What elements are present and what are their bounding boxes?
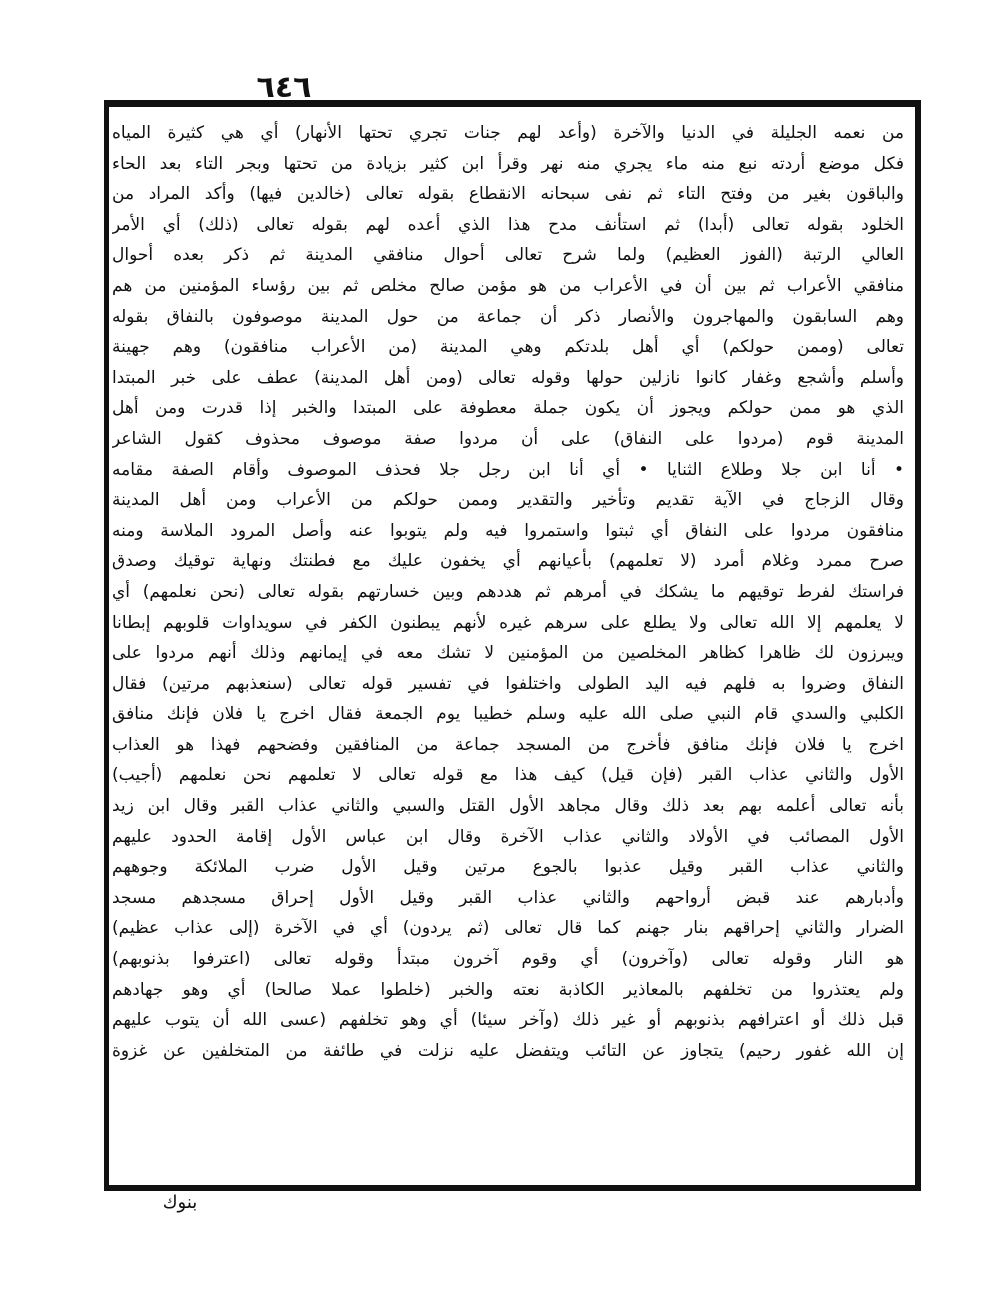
text-line: ويبرزون لك ظاهرا كظاهر المخلصين من المؤمنين لا تشك معه في إيمانهم وذلك أنهم مردوا على xyxy=(112,643,904,664)
text-line: الذي هو ممن حولكم ويجوز أن يكون جملة معطوفة على المبتدا والخبر إذا قدرت ومن أهل xyxy=(112,398,904,419)
text-line: الخلود بقوله تعالى (أبدا) ثم استأنف مدح هذا الذي أعده لهم بقوله تعالى (ذلك) أي الأمر xyxy=(112,214,904,235)
text-line: فراستك لفرط توقيهم ما يشكك في أمرهم ثم هددهم وبين خسارتهم بقوله تعالى (نحن نعلمهم) أي xyxy=(112,581,904,602)
text-line: قبل ذلك أو اعترافهم بذنوبهم أو غير ذلك (وآخر سيئا) أي وهو تخلفهم (عسى الله أن يتوب عليهم xyxy=(112,1010,904,1031)
text-line: إن الله غفور رحيم) يتجاوز عن التائب ويتفضل عليه نزلت في طائفة من المتخلفين عن غزوة xyxy=(112,1040,904,1061)
text-line: الكلبي والسدي قام النبي صلى الله عليه وسلم خطيبا يوم الجمعة فقال اخرج يا فلان فإنك منافق xyxy=(112,704,904,725)
text-line: الأول والثاني عذاب القبر (فإن قيل) كيف هذا مع قوله تعالى لا تعلمهم نحن نعلمهم (أجيب) xyxy=(112,765,904,786)
text-line: تعالى (وممن حولكم) أي أهل بلدتكم وهي المدينة (من الأعراب منافقون) وهم جهينة xyxy=(112,337,904,358)
text-line: المدينة قوم (مردوا على النفاق) على أن مردوا صفة موصوف محذوف كقول الشاعر xyxy=(112,428,904,449)
text-line: النفاق وضروا به فلهم فيه اليد الطولى واختلفوا في تفسير قوله تعالى (سنعذبهم مرتين) فقال xyxy=(112,673,904,694)
text-line: فكل موضع أردته نبع منه ماء يجري منه نهر وقرأ ابن كثير بزيادة من تحتها وبجر التاء بعد الحاء xyxy=(112,153,904,174)
text-line: وقال الزجاج في الآية تقديم وتأخير والتقدير وممن حولكم من الأعراب ومن أهل المدينة xyxy=(112,490,904,511)
text-line: منافقي الأعراب ثم بين أن في الأعراب من هو مؤمن صالح مخلص ثم بين رؤساء المؤمنين من هم xyxy=(112,275,904,296)
text-line: هو النار وقوله تعالى (وآخرون) أي وقوم آخرون مبتدأ وقوله تعالى (اعترفوا بذنوبهم) xyxy=(112,949,904,970)
text-line: وأدبارهم عند قبض أرواحهم والثاني عذاب القبر وقيل الأول إحراق مسجدهم مسجد xyxy=(112,887,904,908)
text-line: صرح ممرد وغلام أمرد (لا تعلمهم) بأعيانهم أي يخفون عليك مع فطنتك ونهاية توقيك وصدق xyxy=(112,551,904,572)
catchword: بنوك xyxy=(162,1192,198,1213)
text-line: • أنا ابن جلا وطلاع الثنايا • أي أنا ابن رجل جلا فحذف الموصوف وأقام الصفة مقامه xyxy=(112,459,904,480)
text-line: وأسلم وأشجع وغفار كانوا نازلين حولها وقوله تعالى (ومن أهل المدينة) عطف على خبر المبتدا xyxy=(112,367,904,388)
text-line: الأول المصائب في الأولاد والثاني عذاب الآخرة وقال ابن عباس الأول إقامة الحدود عليهم xyxy=(112,826,904,847)
text-line: وهم السابقون والمهاجرون والأنصار ذكر أن جماعة من حول المدينة موصوفون بالنفاق بقوله xyxy=(112,306,904,327)
text-line: اخرج يا فلان فإنك منافق فأخرج من المسجد جماعة من المنافقين وفضحهم فهذا هو العذاب xyxy=(112,734,904,755)
text-line: لا يعلمهم إلا الله تعالى ولا يطلع على سرهم غيره لأنهم يبطنون الكفر في سويداوات قلوبهم إبطانا xyxy=(112,612,904,633)
body-text xyxy=(112,118,904,1066)
text-line: من نعمه الجليلة في الدنيا والآخرة (وأعد لهم جنات تجري تحتها الأنهار) أي هي كثيرة المياه xyxy=(112,123,904,143)
page-number: ٦٤٦ xyxy=(256,70,312,105)
text-line: منافقون مردوا على النفاق أي ثبتوا واستمروا فيه ولم يتوبوا عنه وأصل المرود الملاسة ومنه xyxy=(112,520,904,541)
text-line: بأنه تعالى أعلمه بهم بعد ذلك وقال مجاهد الأول القتل والسبي والثاني عذاب القبر وقال ابن زيد xyxy=(112,796,904,817)
text-line: والثاني عذاب القبر وقيل عذبوا بالجوع مرتين وقيل الأول ضرب الملائكة وجوههم xyxy=(112,857,904,878)
text-line: الضرار والثاني إحراقهم بنار جهنم كما قال تعالى (ثم يردون) أي في الآخرة (إلى عذاب عظيم) xyxy=(112,918,904,939)
text-line: العالي الرتبة (الفوز العظيم) ولما شرح تعالى أحوال منافقي المدينة ثم ذكر بعده أحوال xyxy=(112,245,904,266)
text-line: ولم يعتذروا من تخلفهم بالمعاذير الكاذبة نعته والخبر (خلطوا عملا صالحا) أي وهو جهادهم xyxy=(112,979,904,1000)
text-line: والباقون بغير من وفتح التاء ثم نفى سبحانه الانقطاع بقوله تعالى (خالدين فيها) وأكد المراد من xyxy=(112,184,904,205)
